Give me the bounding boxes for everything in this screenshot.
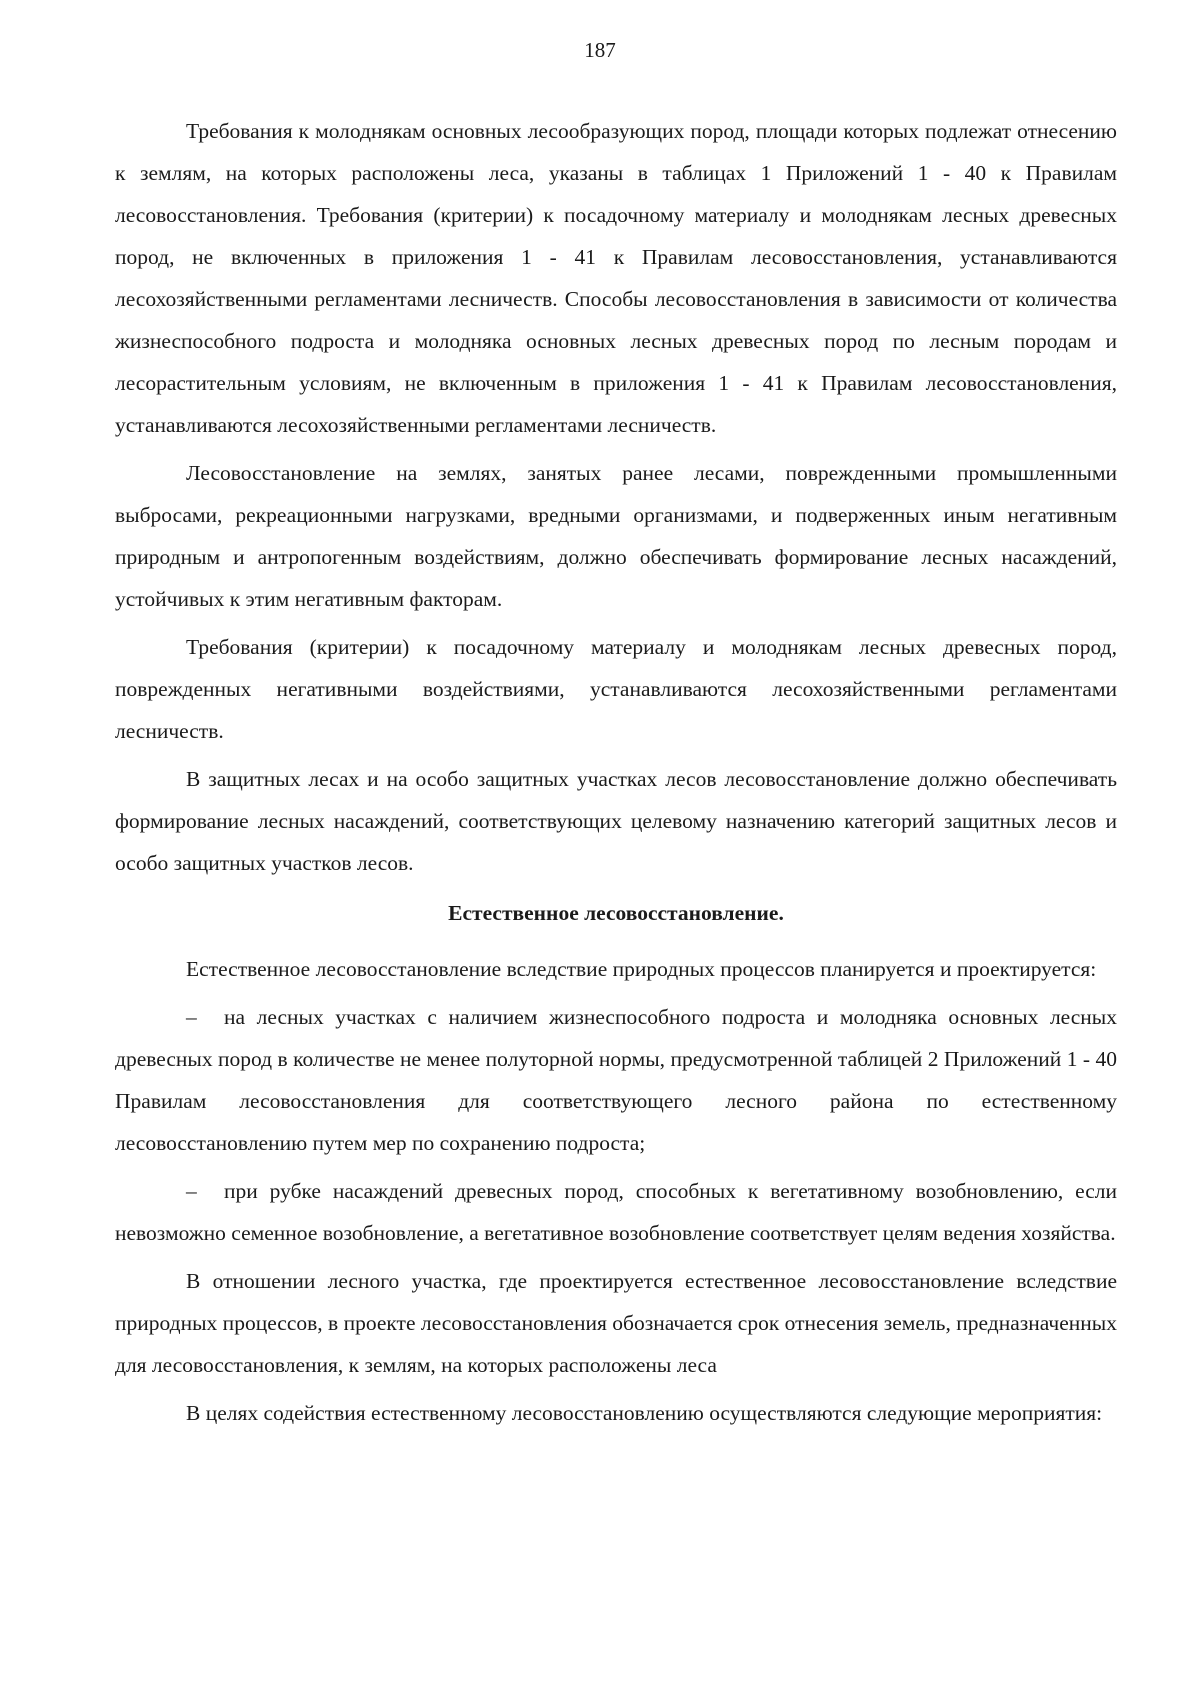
list-item (115, 1170, 1117, 1254)
paragraph: В защитных лесах и на особо защитных участках лесов лесовосстановление должно обеспечивать формирование лесных насаждений, соответствующих целевому назначению категорий защитных лесов и особо защитных участков лесов. (115, 767, 1117, 875)
page-number: 187 (584, 38, 616, 62)
list-item-text: на лесных участках с наличием жизнеспособного подроста и молодняка основных лесных древесных пород в количестве не менее полуторной нормы, предусмотренной таблицей 2 Приложений 1 - 40 Правилам лесовосстановления для соответствующего лесного района по естественному лесовосстановлению путем мер по сохранению подроста; (115, 1005, 1117, 1155)
paragraph: В целях содействия естественному лесовосстановлению осуществляются следующие мероприятия: (186, 1401, 1103, 1425)
paragraph: Требования к молоднякам основных лесообразующих пород, площади которых подлежат отнесению к землям, на которых расположены леса, указаны в таблицах 1 Приложений 1 - 40 к Правилам лесовосстановления. Требования (критерии) к посадочному материалу и молоднякам лесных древесных пород, не включенных в приложения 1 - 41 к Правилам лесовосстановления, устанавливаются лесохозяйственными регламентами лесничеств. Способы лесовосстановления в зависимости от количества жизнеспособного подроста и молодняка основных лесных древесных пород по лесным породам и лесорастительным условиям, не включенным в приложения 1 - 41 к Правилам лесовосстановления, устанавливаются лесохозяйственными регламентами лесничеств. (115, 119, 1117, 437)
paragraph: Лесовосстановление на землях, занятых ранее лесами, поврежденными промышленными выбросами, рекреационными нагрузками, вредными организмами, и подверженных иным негативным природным и антропогенным воздействиям, должно обеспечивать формирование лесных насаждений, устойчивых к этим негативным факторам. (115, 461, 1117, 611)
document-body (115, 110, 1117, 1434)
section-heading: Естественное лесовосстановление. (448, 901, 784, 925)
list-item-text: при рубке насаждений древесных пород, способных к вегетативному возобновлению, если невозможно семенное возобновление, а вегетативное возобновление соответствует целям ведения хозяйства. (115, 1179, 1117, 1245)
dash-marker: – (186, 1179, 197, 1203)
paragraph: Требования (критерии) к посадочному материалу и молоднякам лесных древесных пород, поврежденных негативными воздействиями, устанавливаются лесохозяйственными регламентами лесничеств. (115, 635, 1117, 743)
section-intro: Естественное лесовосстановление вследствие природных процессов планируется и проектируется: (186, 957, 1097, 981)
paragraph: В отношении лесного участка, где проектируется естественное лесовосстановление вследствие природных процессов, в проекте лесовосстановления обозначается срок отнесения земель, предназначенных для лесовосстановления, к землям, на которых расположены леса (115, 1269, 1117, 1377)
list-item (115, 996, 1117, 1164)
dash-marker: – (186, 1005, 197, 1029)
